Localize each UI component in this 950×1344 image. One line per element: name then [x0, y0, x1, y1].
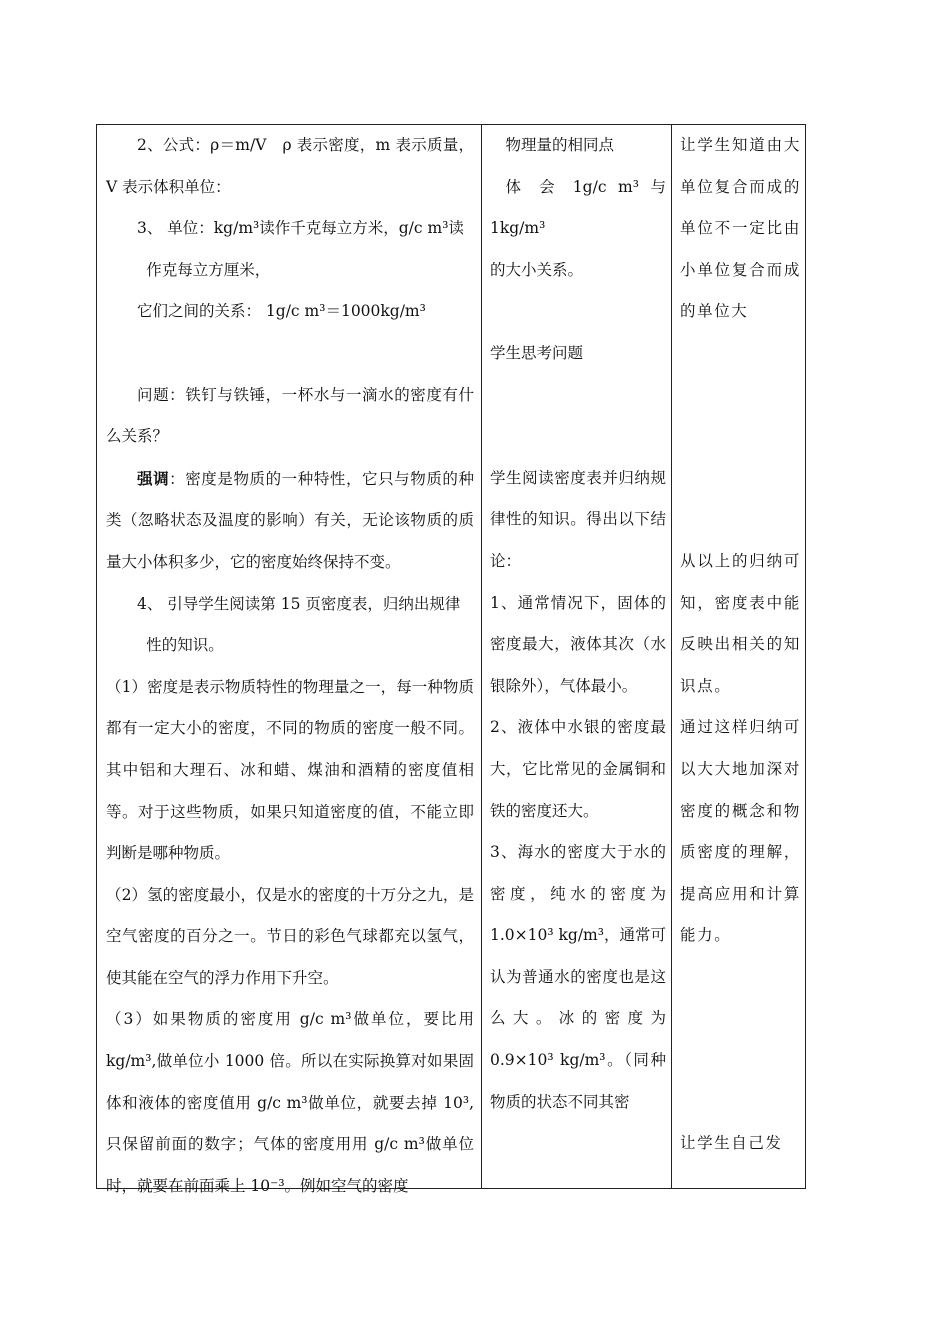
student-read-paragraph: 学生阅读密度表并归纳规律性的知识。得出以下结论： [490, 468, 666, 570]
design-intent-column [672, 125, 807, 1188]
guide-reading-cont: 性的知识。 [146, 636, 224, 655]
lesson-table [96, 124, 806, 1195]
intent-deepen-paragraph: 通过这样归纳可以大大地加深对密度的概念和物质密度的理解，提高应用和计算能力。 [680, 718, 801, 945]
emphasis-text: ：密度是物质的一种特性，它只与物质的种类（忽略状态及温度的影响）有关，无论该物质的质量大小体积多少，它的密度始终保持不变。 [106, 469, 474, 571]
intent-unit-paragraph: 让学生知道由大单位复合而成的单位不一定比由小单位复合而成的单位大 [680, 136, 801, 321]
emphasis-paragraph [106, 458, 474, 584]
unit-relation: 它们之间的关系： 1g/c m³＝1000kg/m³ [137, 302, 426, 321]
conclusion-1: 1、通常情况下，固体的密度最大，液体其次（水银除外），气体最小。 [490, 593, 666, 695]
point-1-paragraph: （1）密度是表示物质特性的物理量之一，每一种物质都有一定大小的密度，不同的物质的密度一般不同。其中铝和大理石、冰和蜡、煤油和酒精的密度值相等。对于这些物质，如果只知道密度的值，不能立即判断是哪种物质。 [106, 677, 474, 863]
unit-line: 3、 单位：kg/m³读作千克每立方米，g/c m³读 [137, 219, 464, 238]
guide-reading-line: 4、 引导学生阅读第 15 页密度表，归纳出规律 [137, 594, 461, 613]
emphasis-label: 强调 [137, 468, 170, 488]
teaching-content-column [97, 125, 482, 1195]
student-think-line: 学生思考问题 [490, 343, 584, 362]
point-3-paragraph: （3）如果物质的密度用 g/c m³做单位，要比用 kg/m³,做单位小 1000 倍。所以在实际换算对如果固体和液体的密度值用 g/c m³做单位，就要去掉 10³,只保留前面的数字；气体的密度用用 g/c m³做单位时，就要在前面乘上 10⁻³。例如空气的密度 [106, 1010, 474, 1195]
conclusion-3: 3、海水的密度大于水的密度，纯水的密度为 1.0×10³ kg/m³，通常可认为普通水的密度也是这么大。冰的密度为 0.9×10³ kg/m³。（同种物质的状态不同其密 [490, 843, 666, 1111]
point-2-paragraph: （2）氢的密度最小，仅是水的密度的十万分之九，是空气密度的百分之一。节日的彩色气球都充以氢气，使其能在空气的浮力作用下升空。 [106, 885, 474, 987]
unit-line-cont: 作克每立方厘米， [146, 260, 271, 279]
unit-compare-line: 体 会 1g/c m³ 与 1kg/m³ [490, 177, 666, 238]
student-activity-column [482, 125, 672, 1188]
unit-compare-cont: 的大小关系。 [490, 260, 584, 279]
formula-paragraph: 2、公式：ρ＝m/V ρ 表示密度，m 表示质量，V 表示体积单位： [106, 136, 474, 196]
intent-self-paragraph: 让学生自己发 [680, 1134, 783, 1153]
question-paragraph: 问题：铁钉与铁锤，一杯水与一滴水的密度有什么关系？ [106, 385, 474, 446]
intent-summary-paragraph: 从以上的归纳可知，密度表中能反映出相关的知识点。 [680, 551, 801, 695]
conclusion-2: 2、液体中水银的密度最大，它比常见的金属铜和铁的密度还大。 [490, 718, 666, 820]
same-point-line: 物理量的相同点 [505, 136, 615, 154]
